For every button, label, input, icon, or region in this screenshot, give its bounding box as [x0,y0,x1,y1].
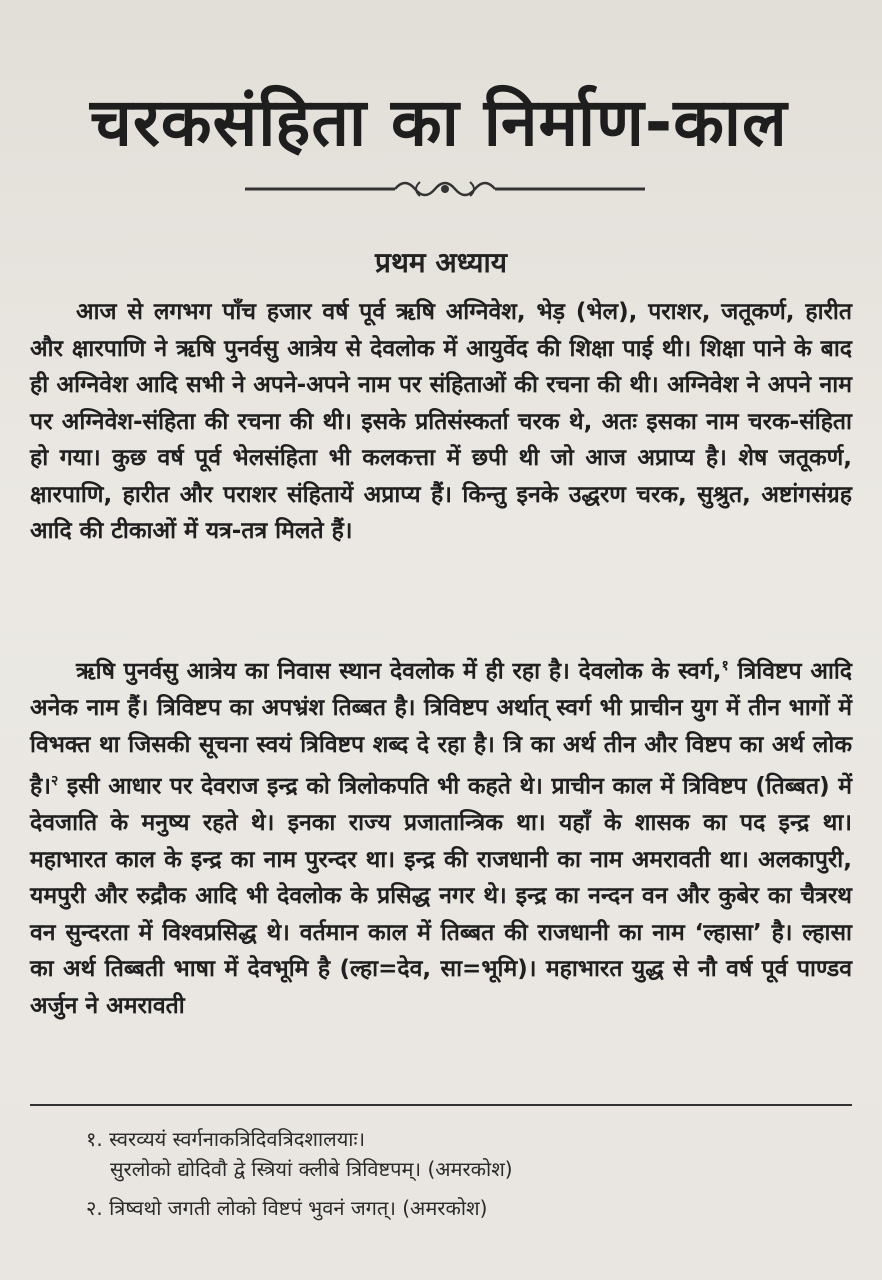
footnote-2: २. त्रिष्वथो जगती लोको विष्टपं भुवनं जगत्। (अमरकोश) [86,1196,488,1220]
chapter-heading: प्रथम अध्याय [375,246,507,279]
footnote-ref-1: १ [721,658,729,674]
paragraph-2 [30,648,852,1024]
footnote-1-line-2: सुरलोको द्योदिवौ द्वे स्त्रियां क्लीबे त्रिविष्टपम्। (अमरकोश) [110,1157,513,1181]
paragraph-2-part-a: ऋषि पुनर्वसु आत्रेय का निवास स्थान देवलोक में ही रहा है। देवलोक के स्वर्ग, [76,658,722,685]
footnote-1-line-1: १. स्वरव्ययं स्वर्गनाकत्रिदिवत्रिदशालयाः। [86,1127,366,1151]
page-title: चरकसंहिता का निर्माण-काल [90,84,788,161]
footnote-ref-2: २ [50,773,59,790]
paragraph-2-part-c: इसी आधार पर देवराज इन्द्र को त्रिलोकपति भी कहते थे। प्राचीन काल में त्रिविष्टप (तिब्बत) में देवजाति के मनुष्य रहते थे। इनका राज्य प्रजातान्त्रिक था। यहाँ के शासक का पद इन्द्र था। महाभारत काल के इन्द्र का नाम पुरन्दर था। इन्द्र की राजधानी का नाम अमरावती था। अलकापुरी, यमपुरी और रुद्रौक आदि भी देवलोक के प्रसिद्ध नगर थे। इन्द्र का नन्दन वन और कुबेर का चैत्ररथ वन सुन्दरता में विश्वप्रसिद्ध थे। वर्तमान काल में तिब्बत की राजधानी का नाम ‘ल्हासा’ है। ल्हासा का अर्थ तिब्बती भाषा में देवभूमि है (ल्हा=देव, सा=भूमि)। महाभारत युद्ध से नौ वर्ष पूर्व पाण्डव अर्जुन ने अमरावती [30,773,852,1019]
ornament-divider-icon [245,176,645,202]
footnote-separator [30,1104,852,1106]
paragraph-1: आज से लगभग पाँच हजार वर्ष पूर्व ऋषि अग्निवेश, भेड़ (भेल), पराशर, जतूकर्ण, हारीत और क्षारपाणि ने ऋषि पुनर्वसु आत्रेय से देवलोक में आयुर्वेद की शिक्षा पाई थी। शिक्षा पाने के बाद ही अग्निवेश आदि सभी ने अपने-अपने नाम पर संहिताओं की रचना की थी। अग्निवेश ने अपने नाम पर अग्निवेश-संहिता की रचना की थी। इसके प्रतिसंस्कर्ता चरक थे, अतः इसका नाम चरक-संहिता हो गया। कुछ वर्ष पूर्व भेलसंहिता भी कलकत्ता में छपी थी जो आज अप्राप्य है। शेष जतूकर्ण, क्षारपाणि, हारीत और पराशर संहितायें अप्राप्य हैं। किन्तु इनके उद्धरण चरक, सुश्रुत, अष्टांगसंग्रह आदि की टीकाओं में यत्र-तत्र मिलते हैं। [30,299,852,544]
paragraph-2-part-b: त्रिविष्टप आदि अनेक नाम हैं। त्रिविष्टप का अपभ्रंश तिब्बत है। त्रिविष्टप अर्थात् स्वर्ग भी प्राचीन युग में तीन भागों में विभक्त था जिसकी सूचना स्वयं त्रिविष्टप शब्द दे रहा है। त्रि का अर्थ तीन और विष्टप का अर्थ लोक है। [30,658,852,800]
